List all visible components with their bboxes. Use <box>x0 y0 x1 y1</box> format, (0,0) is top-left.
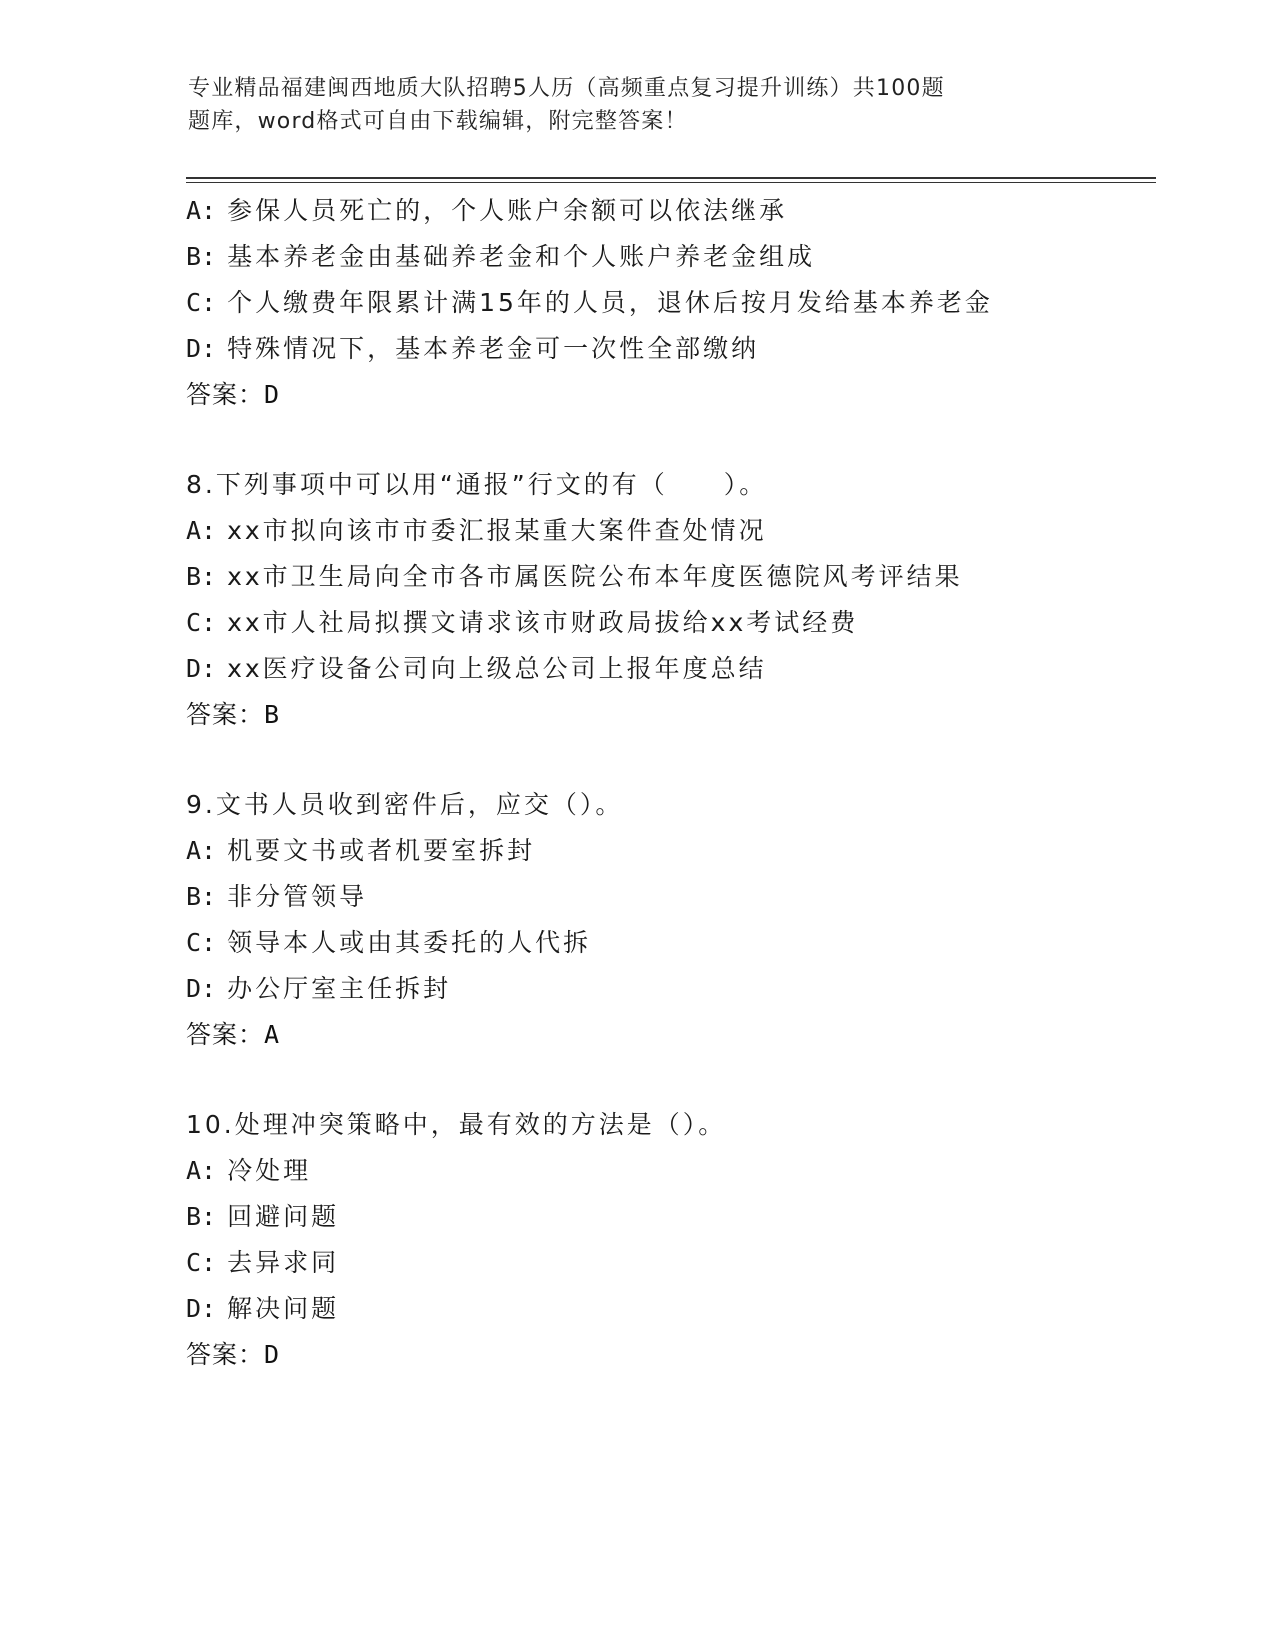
option-text: 参保人员死亡的，个人账户余额可以依法继承 <box>227 196 788 225</box>
answer <box>186 692 1086 738</box>
question-10 <box>186 1102 1086 1378</box>
answer-value: B <box>264 700 281 729</box>
option-a <box>186 508 1086 554</box>
option-b <box>186 234 1086 280</box>
question-9 <box>186 782 1086 1058</box>
option-text: 回避问题 <box>227 1202 340 1231</box>
option-text: 办公厅室主任拆封 <box>227 974 452 1003</box>
answer-value: D <box>264 1340 281 1369</box>
option-key: B: <box>186 882 217 911</box>
option-b <box>186 874 1086 920</box>
option-text: 非分管领导 <box>227 882 368 911</box>
option-a <box>186 188 1086 234</box>
option-text: 特殊情况下，基本养老金可一次性全部缴纳 <box>227 334 760 363</box>
option-key: B: <box>186 1202 217 1231</box>
option-key: B: <box>186 242 217 271</box>
answer-label: 答案： <box>186 380 265 409</box>
option-text: xx市拟向该市市委汇报某重大案件查处情况 <box>227 516 767 545</box>
answer <box>186 372 1086 418</box>
option-key: C: <box>186 1248 217 1277</box>
option-c <box>186 280 1086 326</box>
question-text: 9.文书人员收到密件后，应交（）。 <box>186 790 624 819</box>
option-text: 基本养老金由基础养老金和个人账户养老金组成 <box>227 242 816 271</box>
header-title-line-2: 题库，word格式可自由下载编辑，附完整答案！ <box>188 109 688 134</box>
option-text: xx医疗设备公司向上级总公司上报年度总结 <box>227 654 767 683</box>
option-c <box>186 920 1086 966</box>
option-d <box>186 646 1086 692</box>
option-text: 去异求同 <box>227 1248 340 1277</box>
option-c <box>186 1240 1086 1286</box>
document-header <box>188 72 1028 138</box>
option-key: A: <box>186 516 217 545</box>
option-text: 机要文书或者机要室拆封 <box>227 836 536 865</box>
option-d <box>186 1286 1086 1332</box>
option-text: xx市卫生局向全市各市属医院公布本年度医德院风考评结果 <box>227 562 963 591</box>
option-key: D: <box>186 974 217 1003</box>
option-a <box>186 828 1086 874</box>
option-text: 领导本人或由其委托的人代拆 <box>227 928 592 957</box>
answer-label: 答案： <box>186 1340 265 1369</box>
header-divider <box>186 177 1156 179</box>
answer-label: 答案： <box>186 700 265 729</box>
question-8 <box>186 462 1086 738</box>
option-text: xx市人社局拟撰文请求该市财政局拔给xx考试经费 <box>227 608 859 637</box>
option-a <box>186 1148 1086 1194</box>
option-key: A: <box>186 1156 217 1185</box>
answer <box>186 1332 1086 1378</box>
option-key: C: <box>186 288 217 317</box>
answer-label: 答案： <box>186 1020 265 1049</box>
answer <box>186 1012 1086 1058</box>
option-key: C: <box>186 608 217 637</box>
option-text: 个人缴费年限累计满15年的人员，退休后按月发给基本养老金 <box>227 288 993 317</box>
answer-value: D <box>264 380 281 409</box>
option-b <box>186 554 1086 600</box>
option-key: D: <box>186 654 217 683</box>
option-d <box>186 966 1086 1012</box>
option-key: A: <box>186 836 217 865</box>
question-text: 10.处理冲突策略中，最有效的方法是（）。 <box>186 1110 727 1139</box>
option-key: B: <box>186 562 217 591</box>
option-text: 冷处理 <box>227 1156 312 1185</box>
option-key: D: <box>186 1294 217 1323</box>
option-key: D: <box>186 334 217 363</box>
answer-value: A <box>264 1020 281 1049</box>
option-text: 解决问题 <box>227 1294 340 1323</box>
question-7 <box>186 188 1086 418</box>
question-list <box>186 188 1086 1378</box>
header-divider-thin <box>186 182 1156 183</box>
option-key: C: <box>186 928 217 957</box>
option-c <box>186 600 1086 646</box>
question-text: 8.下列事项中可以用“通报”行文的有（ ）。 <box>186 470 768 499</box>
option-d <box>186 326 1086 372</box>
option-key: A: <box>186 196 217 225</box>
header-title-line-1: 专业精品福建闽西地质大队招聘5人历（高频重点复习提升训练）共100题 <box>188 76 945 101</box>
option-b <box>186 1194 1086 1240</box>
